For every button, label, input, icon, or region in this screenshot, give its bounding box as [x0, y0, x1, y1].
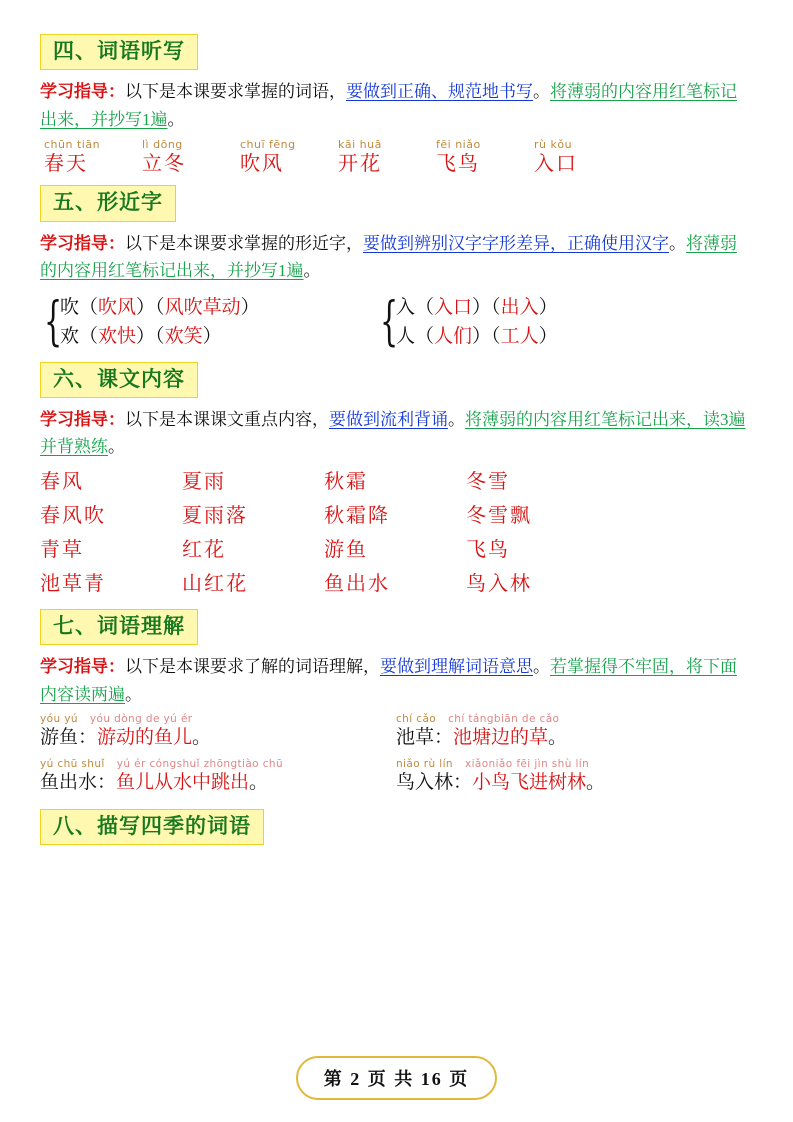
guidance-part: 。 — [533, 657, 550, 677]
word-list — [40, 139, 753, 177]
word-pinyin: niǎo rù lín — [396, 758, 453, 771]
text-content-cell: 秋霜降 — [324, 504, 390, 527]
text-content-cell: 冬雪飘 — [466, 504, 532, 527]
char-head: 吹 — [60, 296, 80, 318]
section-word-understanding — [40, 609, 753, 796]
similar-character-group — [40, 293, 376, 352]
guidance-part: 以下是本课课文重点内容， — [125, 409, 329, 429]
guidance-part-note: 将薄弱的内容用红笔标记出来，并抄写1遍 — [40, 233, 737, 281]
word-pinyin: rù kǒu — [534, 138, 573, 152]
text-content-grid — [40, 469, 753, 597]
word-pinyin: chuī fēng — [240, 138, 296, 152]
char-word: 欢快 — [98, 326, 137, 348]
guidance-label: 学习指导： — [40, 657, 125, 677]
word-pinyin: chūn tiān — [44, 138, 101, 152]
word-pinyin: yú chū shuǐ — [40, 758, 105, 771]
word-hanzi: 吹风 — [240, 153, 284, 176]
guidance-part: 。 — [167, 109, 185, 129]
word-item — [334, 139, 432, 177]
definition-line: 鱼出水：鱼儿从水中跳出。 — [40, 772, 269, 793]
section-title: 四、词语听写 — [40, 34, 198, 70]
word-definition-row — [40, 759, 753, 795]
text-content-cell: 夏雨落 — [182, 504, 248, 527]
guidance-part-emphasis: 要做到辨别汉字字形差异，正确使用汉字 — [363, 233, 669, 253]
guidance-part: 。 — [303, 261, 321, 281]
section-title: 八、描写四季的词语 — [40, 809, 264, 845]
guidance-text — [40, 78, 753, 133]
char-word: 入口 — [434, 296, 473, 318]
word-hanzi: 立冬 — [142, 153, 186, 176]
guidance-text — [40, 230, 753, 285]
definition-pinyin-line — [40, 759, 396, 771]
definition-line: 池草：池塘边的草。 — [396, 726, 568, 748]
page-number: 第 2 页 共 16 页 — [296, 1056, 498, 1100]
text-content-cell: 飞鸟 — [466, 538, 510, 561]
definition-pinyin-line — [40, 714, 396, 726]
entry-word: 鱼出水 — [40, 772, 98, 793]
guidance-part-emphasis: 要做到正确、规范地书写 — [346, 82, 533, 102]
section-title: 七、词语理解 — [40, 609, 198, 645]
guidance-part-note: 将薄弱的内容用红笔标记出来，并抄写1遍 — [40, 82, 737, 129]
word-pinyin: kāi huā — [338, 138, 382, 152]
word-pinyin: fēi niǎo — [436, 138, 481, 152]
char-word: 风吹草动 — [164, 296, 241, 318]
char-word: 欢笑 — [164, 326, 203, 348]
guidance-part-emphasis: 要做到流利背诵 — [329, 409, 448, 429]
text-content-cell: 红花 — [182, 538, 226, 561]
text-content-cell: 春风吹 — [40, 504, 106, 527]
guidance-part: 以下是本课要求掌握的词语， — [125, 82, 346, 102]
guidance-part: 。 — [125, 684, 142, 704]
guidance-text — [40, 653, 753, 708]
word-hanzi: 开花 — [338, 153, 382, 176]
text-content-row — [40, 503, 753, 529]
char-word: 人们 — [434, 326, 473, 348]
page-footer — [0, 1056, 793, 1100]
definition-pinyin: yú ér cóngshuǐ zhōngtiào chū — [116, 758, 284, 771]
definition-pinyin: xiǎoniǎo fēi jìn shù lín — [464, 758, 590, 771]
guidance-part: 。 — [448, 409, 465, 429]
word-item — [432, 139, 530, 177]
word-pinyin: yóu yú — [40, 713, 78, 726]
char-head: 欢 — [60, 326, 80, 348]
word-definition-item — [40, 759, 396, 795]
word-definition-list — [40, 714, 753, 795]
word-definition-item — [396, 714, 752, 750]
text-content-cell: 夏雨 — [182, 470, 226, 493]
word-hanzi: 春天 — [44, 153, 88, 176]
word-pinyin: chí cǎo — [396, 713, 437, 726]
text-content-cell: 春风 — [40, 470, 84, 493]
entry-word: 池草 — [396, 726, 435, 748]
entry-definition: 池塘边的草 — [453, 726, 549, 748]
guidance-part-note: 若掌握得不牢固，将下面内容读两遍 — [40, 657, 737, 704]
section-listening-writing — [40, 34, 753, 177]
similar-character-groups — [40, 293, 753, 352]
word-item — [40, 139, 138, 177]
definition-pinyin-line — [396, 714, 752, 726]
text-content-cell: 游鱼 — [324, 538, 368, 561]
guidance-part-emphasis: 要做到理解词语意思 — [380, 657, 533, 677]
similar-character-row: 欢（欢快）（欢笑） — [60, 326, 222, 348]
word-item — [138, 139, 236, 177]
word-hanzi: 入口 — [534, 153, 578, 176]
guidance-label: 学习指导： — [40, 409, 125, 429]
similar-character-row: 吹（吹风）（风吹草动） — [60, 296, 260, 318]
definition-pinyin: chí tángbiān de cǎo — [448, 713, 560, 726]
word-item — [530, 139, 628, 177]
entry-word: 游鱼 — [40, 726, 79, 748]
text-content-cell: 秋霜 — [324, 470, 368, 493]
text-content-cell: 鸟入林 — [466, 572, 532, 595]
text-content-cell: 青草 — [40, 538, 84, 561]
char-word: 出入 — [500, 296, 539, 318]
guidance-text — [40, 406, 753, 461]
section-title: 六、课文内容 — [40, 362, 198, 398]
entry-word: 鸟入林 — [396, 772, 454, 793]
section-season-words — [40, 809, 753, 851]
guidance-part-note: 将薄弱的内容用红笔标记出来，读3遍并背熟练 — [40, 409, 746, 457]
similar-character-row: 人（人们）（工人） — [396, 326, 558, 348]
char-head: 入 — [396, 296, 416, 318]
text-content-cell: 池草青 — [40, 572, 106, 595]
text-content-cell: 山红花 — [182, 572, 248, 595]
text-content-row — [40, 537, 753, 563]
word-definition-item — [396, 759, 752, 795]
section-text-content — [40, 362, 753, 597]
char-word: 吹风 — [98, 296, 137, 318]
similar-character-row: 入（入口）（出入） — [396, 296, 558, 318]
word-pinyin: lì dōng — [142, 138, 183, 152]
entry-definition: 游动的鱼儿 — [97, 726, 193, 748]
entry-definition: 小鸟飞进树林 — [472, 772, 587, 793]
definition-line: 游鱼：游动的鱼儿。 — [40, 726, 212, 748]
text-content-cell: 鱼出水 — [324, 572, 390, 595]
guidance-part: 。 — [533, 82, 550, 102]
definition-line: 鸟入林：小鸟飞进树林。 — [396, 772, 606, 793]
word-item — [236, 139, 334, 177]
guidance-part: 。 — [669, 233, 686, 253]
char-head: 人 — [396, 326, 416, 348]
section-title: 五、形近字 — [40, 185, 176, 221]
guidance-part: 以下是本课要求了解的词语理解， — [125, 657, 380, 677]
brace-icon: { — [380, 292, 399, 353]
brace-icon: { — [44, 292, 63, 353]
guidance-part: 以下是本课要求掌握的形近字， — [125, 233, 363, 253]
word-hanzi: 飞鸟 — [436, 153, 480, 176]
definition-pinyin: yóu dòng de yú ér — [89, 713, 193, 726]
word-definition-row — [40, 714, 753, 750]
definition-pinyin-line — [396, 759, 752, 771]
char-word: 工人 — [500, 326, 539, 348]
section-similar-characters — [40, 185, 753, 351]
text-content-cell: 冬雪 — [466, 470, 510, 493]
guidance-label: 学习指导： — [40, 82, 125, 102]
guidance-label: 学习指导： — [40, 233, 125, 253]
text-content-row — [40, 571, 753, 597]
word-definition-item — [40, 714, 396, 750]
entry-definition: 鱼儿从水中跳出 — [116, 772, 250, 793]
similar-character-group — [376, 293, 712, 352]
text-content-row — [40, 469, 753, 495]
guidance-part: 。 — [108, 437, 125, 457]
